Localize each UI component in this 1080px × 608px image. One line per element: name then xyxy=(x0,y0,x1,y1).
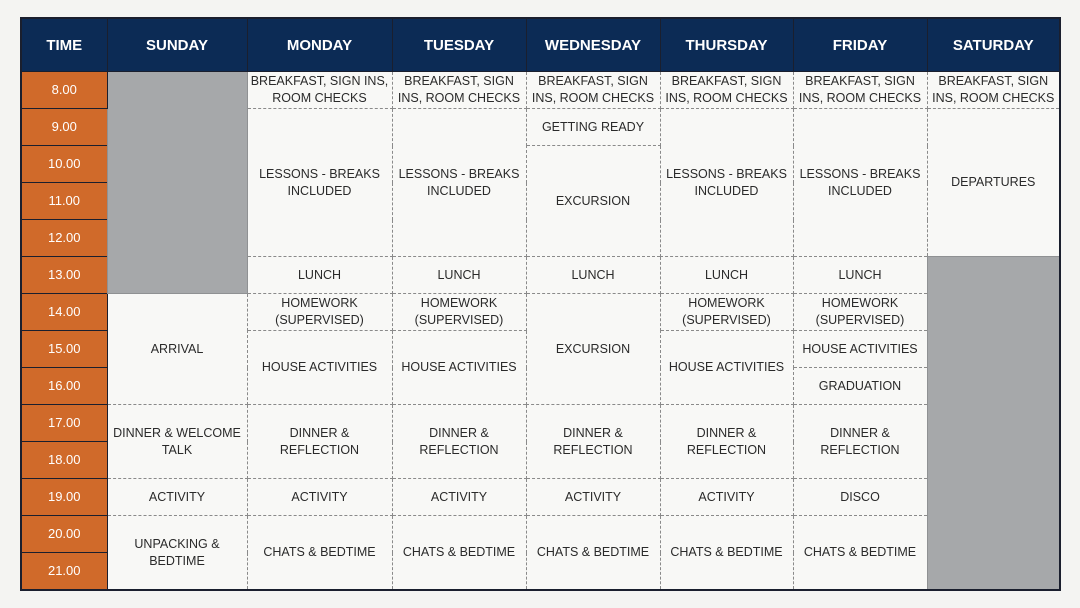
header-row xyxy=(21,18,1060,72)
time-cell: 9.00 xyxy=(21,109,107,146)
time-cell: 17.00 xyxy=(21,405,107,442)
monday-house-activities: HOUSE ACTIVITIES xyxy=(247,331,392,405)
thursday-chats: CHATS & BEDTIME xyxy=(660,516,793,591)
row-1400 xyxy=(21,294,1060,331)
wednesday-dinner: DINNER & REFLECTION xyxy=(526,405,660,479)
tuesday-homework: HOMEWORK (SUPERVISED) xyxy=(392,294,526,331)
wednesday-breakfast: BREAKFAST, SIGN INS, ROOM CHECKS xyxy=(526,72,660,109)
tuesday-activity: ACTIVITY xyxy=(392,479,526,516)
tuesday-lessons: LESSONS - BREAKS INCLUDED xyxy=(392,109,526,257)
monday-breakfast: BREAKFAST, SIGN INS, ROOM CHECKS xyxy=(247,72,392,109)
thursday-lunch: LUNCH xyxy=(660,257,793,294)
header-time: TIME xyxy=(21,18,107,72)
monday-dinner: DINNER & REFLECTION xyxy=(247,405,392,479)
thursday-homework: HOMEWORK (SUPERVISED) xyxy=(660,294,793,331)
friday-lunch: LUNCH xyxy=(793,257,927,294)
row-0800 xyxy=(21,72,1060,109)
time-cell: 11.00 xyxy=(21,183,107,220)
row-1700 xyxy=(21,405,1060,442)
friday-breakfast: BREAKFAST, SIGN INS, ROOM CHECKS xyxy=(793,72,927,109)
tuesday-chats: CHATS & BEDTIME xyxy=(392,516,526,591)
tuesday-dinner: DINNER & REFLECTION xyxy=(392,405,526,479)
monday-chats: CHATS & BEDTIME xyxy=(247,516,392,591)
thursday-breakfast: BREAKFAST, SIGN INS, ROOM CHECKS xyxy=(660,72,793,109)
time-cell: 19.00 xyxy=(21,479,107,516)
time-cell: 21.00 xyxy=(21,553,107,591)
header-sunday: SUNDAY xyxy=(107,18,247,72)
header-saturday: SATURDAY xyxy=(927,18,1060,72)
row-2000 xyxy=(21,516,1060,553)
time-cell: 10.00 xyxy=(21,146,107,183)
wednesday-lunch: LUNCH xyxy=(526,257,660,294)
time-cell: 20.00 xyxy=(21,516,107,553)
time-cell: 15.00 xyxy=(21,331,107,368)
header-wednesday: WEDNESDAY xyxy=(526,18,660,72)
saturday-breakfast: BREAKFAST, SIGN INS, ROOM CHECKS xyxy=(927,72,1060,109)
sunday-activity: ACTIVITY xyxy=(107,479,247,516)
weekly-schedule-table xyxy=(20,17,1061,591)
monday-lunch: LUNCH xyxy=(247,257,392,294)
friday-lessons: LESSONS - BREAKS INCLUDED xyxy=(793,109,927,257)
thursday-activity: ACTIVITY xyxy=(660,479,793,516)
sunday-unpacking: UNPACKING & BEDTIME xyxy=(107,516,247,591)
time-cell: 12.00 xyxy=(21,220,107,257)
friday-homework: HOMEWORK (SUPERVISED) xyxy=(793,294,927,331)
tuesday-house-activities: HOUSE ACTIVITIES xyxy=(392,331,526,405)
friday-disco: DISCO xyxy=(793,479,927,516)
saturday-unavailable-block xyxy=(927,257,1060,591)
time-cell: 18.00 xyxy=(21,442,107,479)
friday-dinner: DINNER & REFLECTION xyxy=(793,405,927,479)
thursday-house-activities: HOUSE ACTIVITIES xyxy=(660,331,793,405)
header-friday: FRIDAY xyxy=(793,18,927,72)
monday-activity: ACTIVITY xyxy=(247,479,392,516)
wednesday-excursion-morning: EXCURSION xyxy=(526,146,660,257)
header-tuesday: TUESDAY xyxy=(392,18,526,72)
wednesday-activity: ACTIVITY xyxy=(526,479,660,516)
header-thursday: THURSDAY xyxy=(660,18,793,72)
friday-house-activities: HOUSE ACTIVITIES xyxy=(793,331,927,368)
header-monday: MONDAY xyxy=(247,18,392,72)
thursday-dinner: DINNER & REFLECTION xyxy=(660,405,793,479)
tuesday-breakfast: BREAKFAST, SIGN INS, ROOM CHECKS xyxy=(392,72,526,109)
row-1900 xyxy=(21,479,1060,516)
tuesday-lunch: LUNCH xyxy=(392,257,526,294)
time-cell: 13.00 xyxy=(21,257,107,294)
wednesday-excursion-afternoon: EXCURSION xyxy=(526,294,660,405)
saturday-departures: DEPARTURES xyxy=(927,109,1060,257)
time-cell: 16.00 xyxy=(21,368,107,405)
thursday-lessons: LESSONS - BREAKS INCLUDED xyxy=(660,109,793,257)
friday-graduation: GRADUATION xyxy=(793,368,927,405)
monday-lessons: LESSONS - BREAKS INCLUDED xyxy=(247,109,392,257)
sunday-dinner-welcome: DINNER & WELCOME TALK xyxy=(107,405,247,479)
wednesday-chats: CHATS & BEDTIME xyxy=(526,516,660,591)
time-cell: 8.00 xyxy=(21,72,107,109)
sunday-unavailable-block xyxy=(107,72,247,294)
wednesday-getting-ready: GETTING READY xyxy=(526,109,660,146)
friday-chats: CHATS & BEDTIME xyxy=(793,516,927,591)
monday-homework: HOMEWORK (SUPERVISED) xyxy=(247,294,392,331)
sunday-arrival: ARRIVAL xyxy=(107,294,247,405)
time-cell: 14.00 xyxy=(21,294,107,331)
